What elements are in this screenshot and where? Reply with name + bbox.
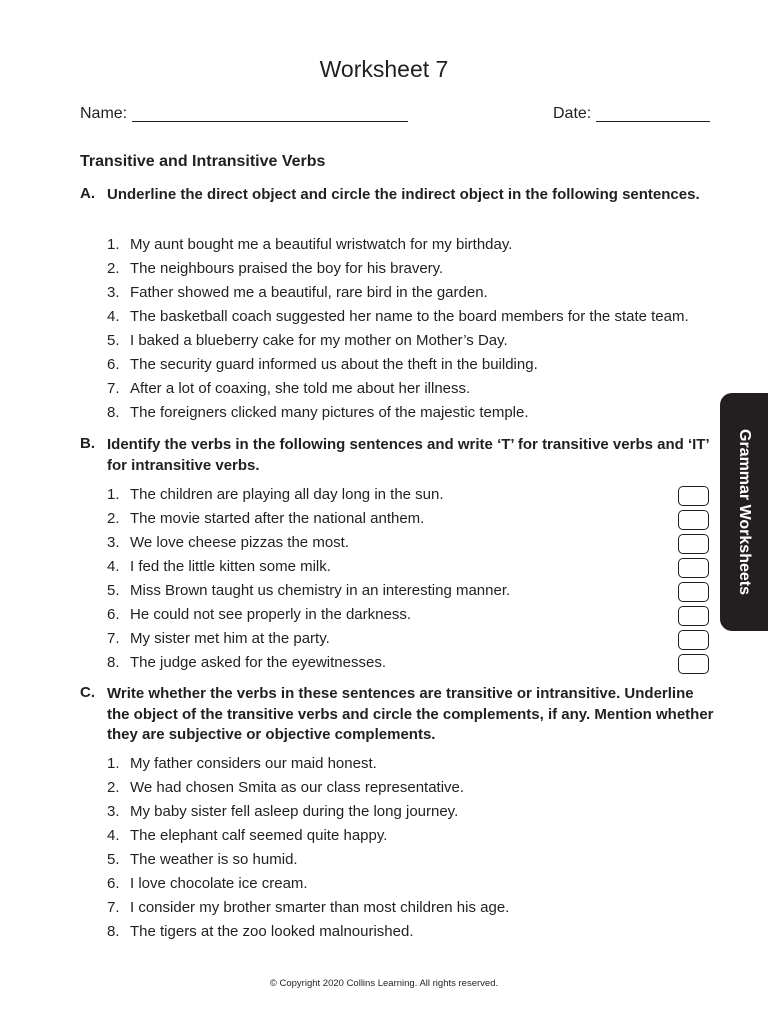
date-field-line[interactable]: [596, 121, 710, 122]
copyright-footer: © Copyright 2020 Collins Learning. All rights reserved.: [269, 978, 499, 989]
list-item: 4. The basketball coach suggested her name to the board members for the state team.: [107, 308, 689, 325]
list-item: 5. The weather is so humid.: [107, 851, 298, 868]
list-item: 7. My sister met him at the party.: [107, 630, 330, 647]
answer-box[interactable]: [678, 510, 709, 530]
list-item: 8. The foreigners clicked many pictures of the majestic temple.: [107, 404, 529, 421]
date-label: Date:: [553, 105, 592, 122]
list-item: 3. Father showed me a beautiful, rare bird in the garden.: [107, 284, 488, 301]
answer-box[interactable]: [678, 534, 709, 554]
list-item: 4. The elephant calf seemed quite happy.: [107, 827, 388, 844]
answer-box[interactable]: [678, 582, 709, 602]
list-item: 1. My father considers our maid honest.: [107, 755, 377, 772]
answer-box[interactable]: [678, 630, 709, 650]
answer-box[interactable]: [678, 486, 709, 506]
section-b-list: [107, 483, 510, 675]
list-item: 1. The children are playing all day long in the sun.: [107, 486, 444, 503]
list-item: 5. I baked a blueberry cake for my mother on Mother’s Day.: [107, 332, 508, 349]
section-c-letter: C.: [80, 684, 95, 701]
answer-box[interactable]: [678, 606, 709, 626]
section-c-list: [107, 752, 509, 944]
side-tab-label: Grammar Worksheets: [736, 429, 753, 595]
list-item: 8. The tigers at the zoo looked malnourished.: [107, 923, 414, 940]
section-a-list: [107, 233, 689, 425]
list-item: 3. We love cheese pizzas the most.: [107, 534, 349, 551]
section-a-instruction: Underline the direct object and circle the indirect object in the following sentences.: [107, 186, 700, 203]
list-item: 6. He could not see properly in the darkness.: [107, 606, 411, 623]
section-heading: Transitive and Intransitive Verbs: [80, 153, 326, 170]
list-item: 2. The neighbours praised the boy for his bravery.: [107, 260, 444, 277]
name-field-line[interactable]: [132, 121, 408, 122]
list-item: 5. Miss Brown taught us chemistry in an interesting manner.: [107, 582, 511, 599]
section-b-instruction: Identify the verbs in the following sentences and write ‘T’ for transitive verbs and ‘IT’ for intransitive verbs.: [107, 436, 709, 474]
list-item: 2. The movie started after the national anthem.: [107, 510, 425, 527]
list-item: 7. I consider my brother smarter than most children his age.: [107, 899, 510, 916]
list-item: 2. We had chosen Smita as our class representative.: [107, 779, 465, 796]
list-item: 4. I fed the little kitten some milk.: [107, 558, 331, 575]
answer-box[interactable]: [678, 558, 709, 578]
list-item: 7. After a lot of coaxing, she told me about her illness.: [107, 380, 471, 397]
worksheet-title: Worksheet 7: [319, 56, 449, 82]
section-a-letter: A.: [80, 185, 95, 202]
section-c-instruction: Write whether the verbs in these sentences are transitive or intransitive. Underline the object of the transitive verbs and circle the complements, if any. Mention whether they are subjective or objective complements.: [107, 685, 714, 743]
list-item: 6. The security guard informed us about the theft in the building.: [107, 356, 538, 373]
list-item: 3. My baby sister fell asleep during the long journey.: [107, 803, 459, 820]
list-item: 1. My aunt bought me a beautiful wristwatch for my birthday.: [107, 236, 513, 253]
name-label: Name:: [80, 105, 128, 122]
section-b-letter: B.: [80, 435, 95, 452]
answer-box[interactable]: [678, 654, 709, 674]
list-item: 6. I love chocolate ice cream.: [107, 875, 308, 892]
list-item: 8. The judge asked for the eyewitnesses.: [107, 654, 386, 671]
